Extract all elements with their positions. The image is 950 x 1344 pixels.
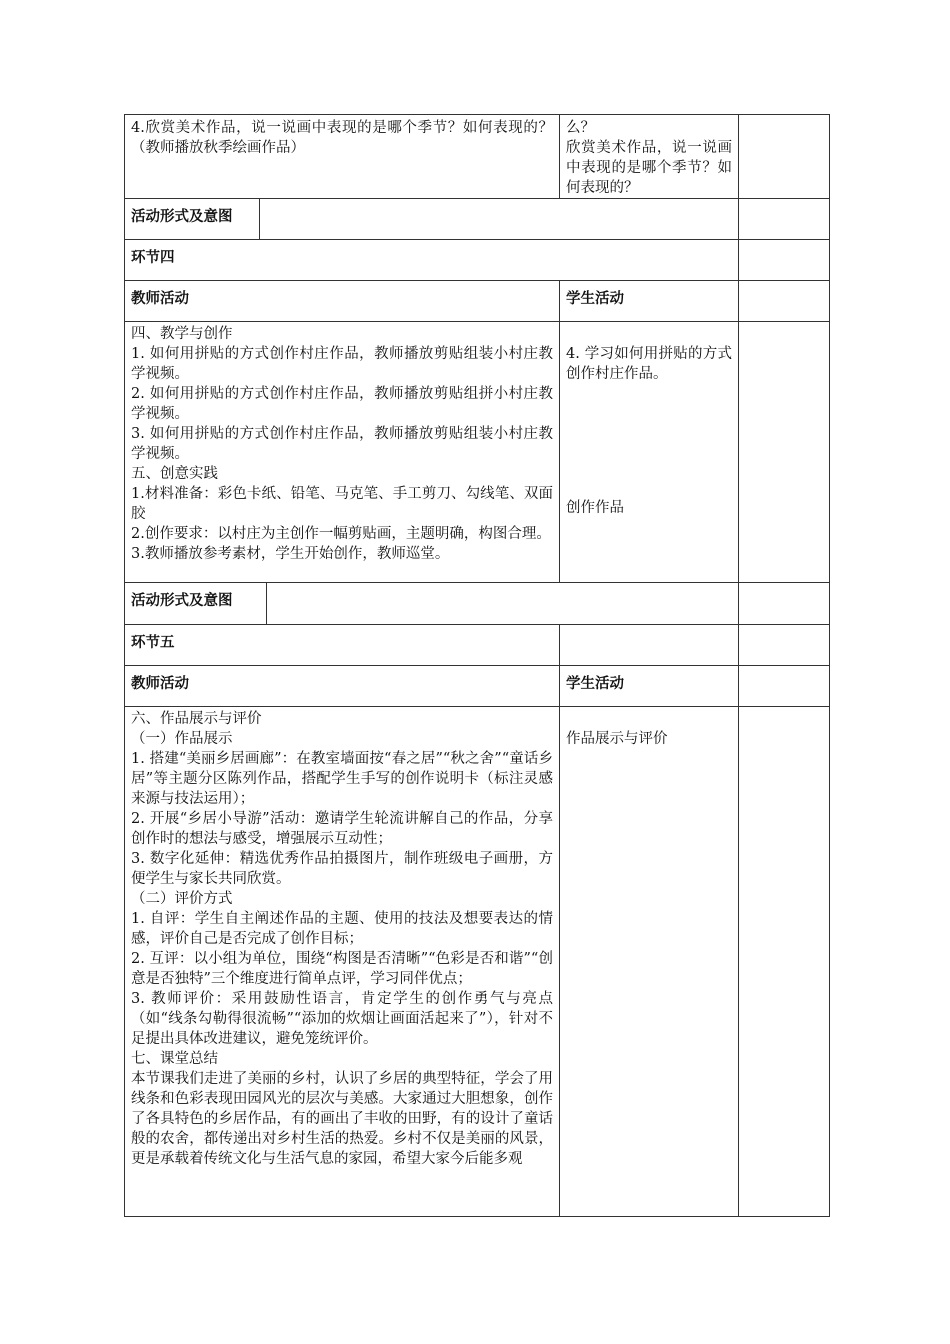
table-row [125, 666, 830, 707]
student-activity-header: 学生活动 [560, 281, 739, 322]
activity-form-value [260, 199, 738, 239]
activity-form-label: 活动形式及意图 [125, 583, 267, 624]
lesson-plan-table-container [124, 114, 829, 1217]
student-text: 么？ [566, 120, 595, 136]
table-row [125, 199, 830, 240]
student-cell [560, 322, 739, 583]
teacher-text: 1. 如何用拼贴的方式创作村庄作品，教师播放剪贴组装小村庄教学视频。 [131, 346, 553, 382]
empty-cell [739, 666, 830, 707]
student-text: 4. 学习如何用拼贴的方式创作村庄作品。 [566, 346, 732, 382]
teacher-text: 3. 如何用拼贴的方式创作村庄作品，教师播放剪贴组装小村庄教学视频。 [131, 426, 553, 462]
table-row [125, 281, 830, 322]
empty-cell [739, 583, 830, 625]
empty-cell [739, 115, 830, 199]
teacher-cell [125, 707, 560, 1217]
empty-cell [739, 625, 830, 666]
teacher-activity-header: 教师活动 [125, 281, 560, 322]
table-row [125, 240, 830, 281]
student-text: 欣赏美术作品，说一说画中表现的是哪个季节？如何表现的？ [566, 140, 732, 196]
student-text: 创作作品 [566, 500, 624, 516]
teacher-text: 六、作品展示与评价 [131, 711, 262, 727]
teacher-text: 1. 自评：学生自主阐述作品的主题、使用的技法及想要表达的情感，评价自己是否完成了创作目标； [131, 911, 553, 947]
teacher-text: 4.欣赏美术作品，说一说画中表现的是哪个季节？如何表现的？（教师播放秋季绘画作品） [131, 120, 553, 156]
teacher-text: （二）评价方式 [131, 891, 233, 907]
teacher-text: 3.教师播放参考素材，学生开始创作，教师巡堂。 [131, 546, 450, 562]
teacher-cell [125, 322, 560, 583]
teacher-text: 2.创作要求：以村庄为主创作一幅剪贴画，主题明确，构图合理。 [131, 526, 551, 542]
teacher-activity-header: 教师活动 [125, 666, 560, 707]
teacher-text: 1.材料准备：彩色卡纸、铅笔、马克笔、手工剪刀、勾线笔、双面胶 [131, 486, 553, 522]
teacher-text: 2. 如何用拼贴的方式创作村庄作品，教师播放剪贴组拼小村庄教学视频。 [131, 386, 553, 422]
student-cell [560, 115, 739, 199]
empty-cell [560, 625, 739, 666]
activity-form-cell [125, 199, 739, 240]
empty-cell [739, 199, 830, 240]
teacher-text: 四、教学与创作 [131, 326, 233, 342]
table-row [125, 583, 830, 625]
teacher-text: 2. 互评：以小组为单位，围绕“构图是否清晰”“色彩是否和谐”“创意是否独特”三个维度进行简单点评，学习同伴优点； [131, 951, 553, 987]
table-row [125, 115, 830, 199]
section-title: 环节四 [125, 240, 739, 281]
empty-cell [739, 281, 830, 322]
lesson-plan-table [124, 114, 830, 1217]
activity-form-cell [125, 583, 739, 625]
teacher-text: 1. 搭建“美丽乡居画廊”：在教室墙面按“春之居”“秋之舍”“童话乡居”等主题分区陈列作品，搭配学生手写的创作说明卡（标注灵感来源与技法运用）； [131, 751, 553, 807]
empty-cell [739, 322, 830, 583]
teacher-text: 五、创意实践 [131, 466, 218, 482]
empty-cell [739, 707, 830, 1217]
teacher-text: 3. 数字化延伸：精选优秀作品拍摄图片，制作班级电子画册，方便学生与家长共同欣赏。 [131, 851, 553, 887]
empty-cell [739, 240, 830, 281]
teacher-text: 七、课堂总结 [131, 1051, 218, 1067]
table-row [125, 707, 830, 1217]
student-text: 作品展示与评价 [566, 731, 668, 747]
table-row [125, 625, 830, 666]
table-row [125, 322, 830, 583]
activity-form-label: 活动形式及意图 [125, 199, 260, 239]
section-title: 环节五 [125, 625, 560, 666]
student-cell [560, 707, 739, 1217]
teacher-text: 2. 开展“乡居小导游”活动：邀请学生轮流讲解自己的作品，分享创作时的想法与感受，增强展示互动性； [131, 811, 553, 847]
student-activity-header: 学生活动 [560, 666, 739, 707]
teacher-text: （一）作品展示 [131, 731, 233, 747]
activity-form-value [267, 583, 738, 624]
teacher-text: 3. 教师评价：采用鼓励性语言，肯定学生的创作勇气与亮点（如“线条勾勒得很流畅”“添加的炊烟让画面活起来了”），针对不足提出具体改进建议，避免笼统评价。 [131, 991, 553, 1047]
teacher-text: 本节课我们走进了美丽的乡村，认识了乡居的典型特征，学会了用线条和色彩表现田园风光的层次与美感。大家通过大胆想象，创作了各具特色的乡居作品，有的画出了丰收的田野，有的设计了童话般的农舍，都传递出对乡村生活的热爱。乡村不仅是美丽的风景，更是承载着传统文化与生活气息的家园，希望大家今后能多观 [131, 1071, 553, 1167]
teacher-cell [125, 115, 560, 199]
